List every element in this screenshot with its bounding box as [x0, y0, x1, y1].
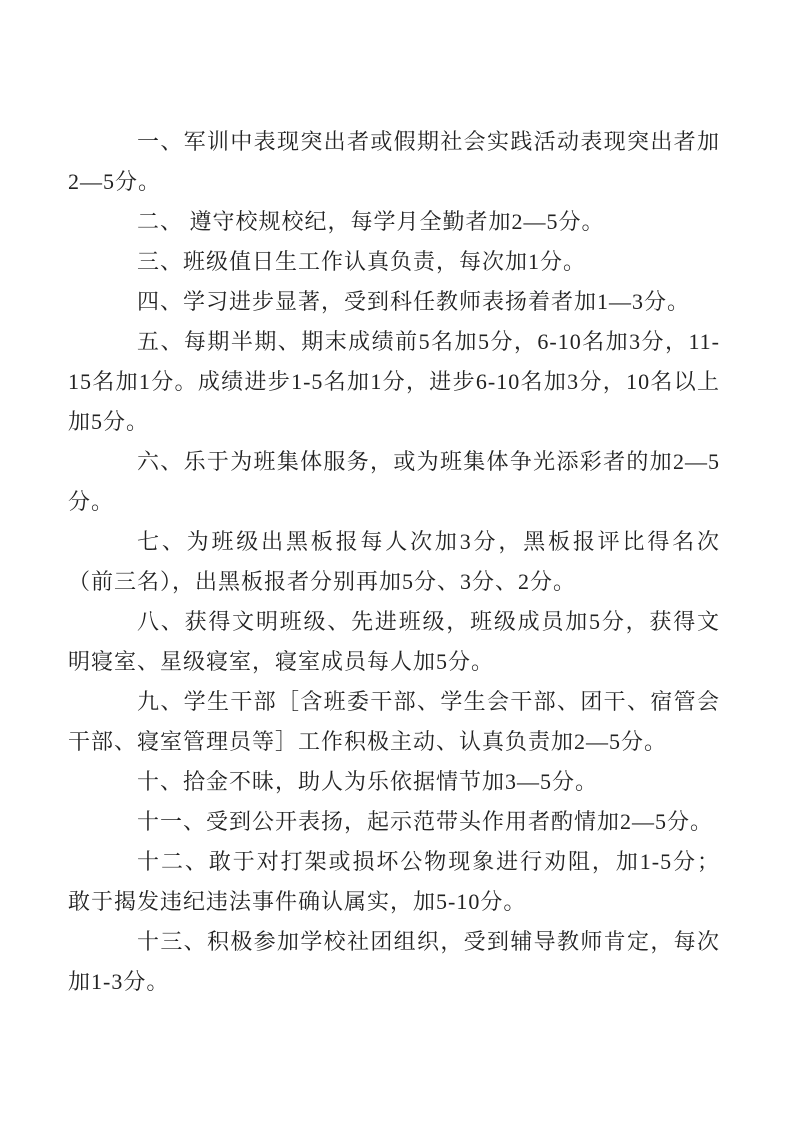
rule-item-7: 七、为班级出黑板报每人次加3分，黑板报评比得名次（前三名），出黑板报者分别再加5分、3分、2分。 [68, 529, 720, 594]
rule-item-8: 八、获得文明班级、先进班级，班级成员加5分，获得文明寝室、星级寝室，寝室成员每人加5分。 [68, 609, 720, 674]
rule-item-10: 十、拾金不昧，助人为乐依据情节加3—5分。 [137, 769, 599, 794]
rule-item-4: 四、学习进步显著，受到科任教师表扬着者加1—3分。 [137, 289, 691, 314]
rule-item-9: 九、学生干部［含班委干部、学生会干部、团干、宿管会干部、寝室管理员等］工作积极主动、认真负责加2—5分。 [68, 689, 720, 754]
rule-item-12: 十二、敢于对打架或损坏公物现象进行劝阻，加1-5分；敢于揭发违纪违法事件确认属实，加5-10分。 [68, 849, 720, 914]
document-body [68, 122, 720, 1002]
rule-item-6: 六、乐于为班集体服务，或为班集体争光添彩者的加2—5分。 [68, 449, 720, 514]
rule-item-2: 二、 遵守校规校纪，每学月全勤者加2—5分。 [137, 209, 605, 234]
rule-item-13: 十三、积极参加学校社团组织，受到辅导教师肯定，每次加1-3分。 [68, 929, 720, 994]
rule-item-3: 三、班级值日生工作认真负责，每次加1分。 [137, 249, 587, 274]
rule-item-1: 一、军训中表现突出者或假期社会实践活动表现突出者加2—5分。 [68, 129, 720, 194]
rule-item-5: 五、每期半期、期末成绩前5名加5分，6-10名加3分，11-15名加1分。成绩进步1-5名加1分，进步6-10名加3分，10名以上加5分。 [68, 329, 720, 434]
rule-item-11: 十一、受到公开表扬，起示范带头作用者酌情加2—5分。 [137, 809, 714, 834]
